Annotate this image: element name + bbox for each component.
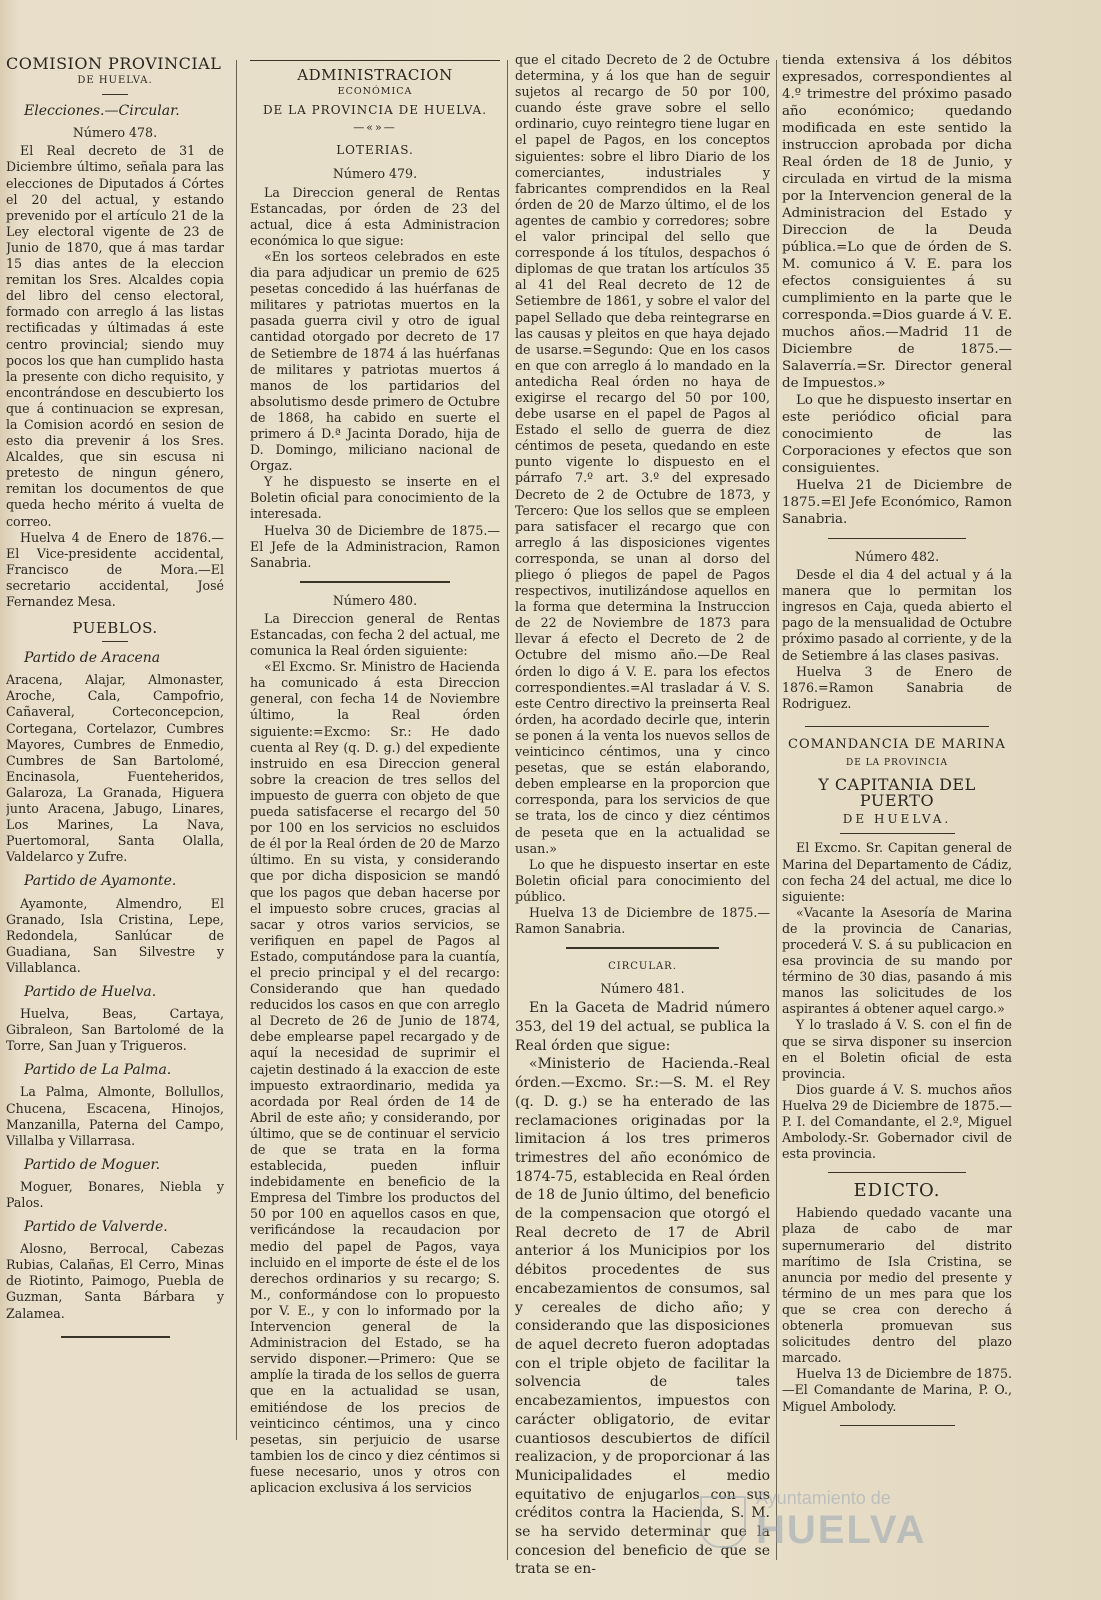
text-479-b: «En los sorteos celebrados en este dia para adjudicar un premio de 625 pesetas concedido á las huérfanas de militares y patriotas muertos en la pasada guerra civil y otro de igual cantidad otorgado por decreto de 17 de Setiembre de 1874 á las huérfanas de militares y patriotas muertos á manos de los partidarios del absolutismo desde primero de Octubre de 1868, ha cabido en suerte el primero á D.ª Jacinta Dorado, hija de D. Domingo, miliciano nacional de Orgaz. xyxy=(250,248,500,474)
section-rule xyxy=(805,726,989,727)
economica-heading: ECONÓMICA xyxy=(337,86,413,98)
divider-dash xyxy=(102,94,128,95)
dehuelva-heading: DE HUELVA. xyxy=(842,812,952,827)
text-479-a: La Direccion general de Rentas Estancadas, por órden de 23 del actual, dice á esta Administracion económica lo que sigue: xyxy=(250,184,500,248)
pueblos-heading: PUEBLOS. xyxy=(72,619,158,638)
comandancia-heading: COMANDANCIA DE MARINA xyxy=(788,736,1006,752)
text-480-d: Lo que he dispuesto insertar en este Boletin oficial para conocimiento del público. xyxy=(515,856,770,904)
numero-480: Número 480. xyxy=(332,592,418,608)
column-divider-1 xyxy=(236,60,237,1440)
signature-480: Huelva 13 de Diciembre de 1875.—Ramon Sanabria. xyxy=(515,904,770,937)
divider-dash xyxy=(102,641,128,642)
numero-482: Número 482. xyxy=(854,549,940,564)
text-481-c: tienda extensiva á los débitos expresados, correspondientes al 4.º trimestre del próximo pasado año económico; quedando modificada en este sentido la instruccion aprobada por dicha Real órden de 18 de Junio, y circulada en virtud de la misma por la Intervencion general de la Administracion del Estado y Direccion de la Deuda pública.=Lo que de órden de S. M. comunico á V. E. para los efectos consiguientes á su cumplimiento en la parte que le corresponda.=Dios guarde á V. E. muchos años.—Madrid 11 de Diciembre de 1875.—Salaverría.=Sr. Director general de Impuestos.» xyxy=(782,53,1012,391)
numero-478: Número 478. xyxy=(72,125,158,141)
text-481-a: En la Gaceta de Madrid número 353, del 19 del actual, se publica la Real órden que sigue: xyxy=(515,1000,770,1054)
text-480-b: «El Excmo. Sr. Ministro de Hacienda ha comunicado á esta Direccion general, con fecha 14 de Noviembre último, la Real órden siguiente:=Excmo: Sr.: He dado cuenta al Rey (q. D. g.) del expediente instruido en esa Direccion general sobre la creacion de tres sellos del impuesto de guerra con objeto de que pueda satisfacerse el recargo del 50 por 100 en los servicios no escluidos de él por la Real órden de 20 de Marzo último. En su vista, y considerando que por dicha disposicion se mandó que los pagos que deban hacerse por el impuesto sobre cruces, gracias al sacar y otros varios servicios, se verifiquen en papel de Pagos al Estado, computándose para la cuantía, el precio principal y el del recargo: Considerando que han quedado reducidos los casos en que con arreglo al Decreto de 26 de Junio de 1874, debe emplearse papel recargado y de aquí la necesidad de suprimir el cajetin destinado á la exaccion de este impuesto extraordinario, medida ya acordada por Real órden de 14 de Abril de este año; y considerando, por último, que se de continuar el servicio de que se trata en la forma establecida, pueden influir indebidamente en beneficio de la Empresa del Timbre los productos del 50 por 100 en aquellos casos en que, verificándose la recaudacion por medio del papel de Pagos, vaya incluido en el importe de éste el de los derechos ordinarios y su recargo; S. M., conformándose con lo propuesto por V. E., y con lo informado por la Intervencion general de la Administracion del Estado, se ha servido disponer.—Primero: Que se amplíe la tirada de los sellos de guerra que en la actualidad se usan, emitiéndose de los precios de veinticinco céntimos, una y cinco pesetas, sin perjuicio de usarse tambien los de cinco y diez céntimos si fuese necesario, unos y otros con aplicacion exclusiva á los servicios xyxy=(250,659,500,1495)
comision-heading: COMISION PROVINCIAL xyxy=(6,54,222,73)
provincia-subheading: DE LA PROVINCIA xyxy=(846,758,948,769)
text-481-b: «Ministerio de Hacienda.-Real órden.—Excmo. Sr.:—S. M. el Rey (q. D. g.) se ha enterado de las reclamaciones originadas por la limitacion á los tres primeros trimestres del año económico de 1874-75, establecida en Real órden de 18 de Junio último, del beneficio de la compensacion que otorgó el Real decreto de 17 de Abril anterior á los Municipios por los débitos procedentes de sus encabezamientos de consumos, sal y cereales de dicho año; y considerando que las disposiciones de aquel decreto fueron adoptadas con el triple objeto de facilitar la solvencia de tales encabezamientos, impuestos con carácter obligatorio, de evitar cuantiosos descubiertos de difícil realizacion, y de proporcionar á las Municipalidades el medio equitativo de enjugarlos con sus créditos contra la Hacienda, S. M. se ha servido determinar que la concesion del beneficio de que se trata se en- xyxy=(515,1056,770,1578)
section-rule xyxy=(300,581,450,583)
end-rule xyxy=(61,1336,170,1338)
column-4 xyxy=(782,52,1012,1582)
elecciones-heading: Elecciones.—Circular. xyxy=(24,103,180,120)
signature-edicto: Huelva 13 de Diciembre de 1875.—El Comandante de Marina, P. O., Miguel Ambolody. xyxy=(782,1366,1012,1414)
column-1 xyxy=(6,52,224,1582)
section-rule xyxy=(566,947,719,949)
circular-heading: CIRCULAR. xyxy=(608,961,677,973)
text-marina-b: «Vacante la Asesoría de Marina de la provincia de Canarias, procederá V. S. á su publicacion en esa provincia de su mando por término de 30 dias, pasando á mis manos las solicitudes de los aspirantes á obtener aquel cargo.» xyxy=(782,904,1012,1017)
text-marina-d: Dios guarde á V. S. muchos años Huelva 29 de Diciembre de 1875.—P. I. del Comandante, el 2.º, Miguel Ambolody.-Sr. Gobernador civil de esta provincia. xyxy=(782,1081,1012,1162)
section-rule xyxy=(828,538,966,539)
partido-aracena-title: Partido de Aracena xyxy=(24,650,161,667)
watermark-line-1: Ayuntamiento de xyxy=(756,1488,891,1508)
partido-palma-list: La Palma, Almonte, Bollullos, Chucena, Escacena, Hinojos, Manzanilla, Paterna del Campo, Villalba y Villarrasa. xyxy=(6,1084,224,1148)
signature-481: Huelva 21 de Diciembre de 1875.=El Jefe Económico, Ramon Sanabria. xyxy=(782,478,1012,527)
signature-478: Huelva 4 de Enero de 1876.—El Vice-presidente accidental, Francisco de Mora.—El secretario accidental, José Fernandez Mesa. xyxy=(6,529,224,609)
coat-of-arms-icon xyxy=(700,1496,746,1548)
partido-palma-title: Partido de La Palma. xyxy=(24,1062,172,1079)
partido-aracena-list: Aracena, Alajar, Almonaster, Aroche, Cala, Campofrio, Cañaveral, Corteconcepcion, Cortegana, Cortelazor, Cumbres Mayores, Cumbres de Enmedio, Cumbres de San Bartolomé, Encinasola, Fuenteheridos, Galaroza, La Granada, Higuera junto Aracena, Jabugo, Linares, Los Marines, La Nava, Puertomoral, Santa Olalla, Valdelarco y Zufre. xyxy=(6,672,224,865)
comision-subheading: DE HUELVA. xyxy=(77,75,153,87)
partido-valverde-list: Alosno, Berrocal, Cabezas Rubias, Calañas, El Cerro, Minas de Riotinto, Paimogo, Puebla de Guzman, Santa Bárbara y Zalamea. xyxy=(6,1241,224,1321)
column-divider-3 xyxy=(776,60,777,1560)
capitania-heading: Y CAPITANIA DEL PUERTO xyxy=(818,775,976,811)
partido-huelva-title: Partido de Huelva. xyxy=(24,983,157,1000)
signature-479: Huelva 30 de Diciembre de 1875.—El Jefe de la Administracion, Ramon Sanabria. xyxy=(250,522,500,570)
loterias-heading: LOTERIAS. xyxy=(336,143,414,158)
text-481-d: Lo que he dispuesto insertar en este periódico oficial para conocimiento de las Corporaciones y efectos que son consiguientes. xyxy=(782,393,1012,476)
watermark xyxy=(700,1488,1020,1588)
watermark-line-2: HUELVA xyxy=(756,1508,927,1552)
numero-481: Número 481. xyxy=(600,981,685,997)
text-478: El Real decreto de 31 de Diciembre último, señala para las elecciones de Diputados á Córtes el 20 del actual, y estando prevenido por el artículo 21 de la Ley electoral vigente de 23 de Junio de 1870, que á mas tardar 15 dias antes de la eleccion remitan los Sres. Alcaldes copia del libro del censo electoral, formado con arreglo á las listas rectificadas y últimadas á este centro provincial; siendo muy pocos los que han cumplido hasta la presente con dicho requisito, y encontrándose en descubierto los que á continuacion se expresan, la Comision acordó en sesion de esto dia prevenir á los Sres. Alcaldes, que sin escusa ni pretesto de ningun género, remitan los documentos de que queda hecho mérito á vuelta de correo. xyxy=(6,143,224,529)
column-3 xyxy=(515,52,770,1582)
text-edicto: Habiendo quedado vacante una plaza de cabo de mar supernumerario del distrito marítimo de Isla Cristina, se anuncia por medio del presente y término de un mes para que los que se crea con derecho á obtenerla promuevan sus solicitudes dentro del plazo marcado. xyxy=(782,1205,1012,1366)
numero-479: Número 479. xyxy=(332,166,418,182)
top-rule xyxy=(250,60,500,61)
signature-482: Huelva 3 de Enero de 1876.=Ramon Sanabria de Rodriguez. xyxy=(782,663,1012,711)
section-rule xyxy=(840,833,955,834)
text-480-c: que el citado Decreto de 2 de Octubre determina, y á los que han de seguir sujetos al recargo de 50 por 100, cuando éste grave sobre el sello ordinario, cuyo reintegro tiene lugar en el papel de Pagos, en los conceptos siguientes: sobre el libro Diario de los comerciantes, industriales y fabricantes comprendidos en la Real órden de 20 de Marzo último, el de los agentes de cambio y corredores; sobre el valor principal del sello que corresponde á los títulos, despachos ó diplomas de que tratan los artículos 35 al 41 del Real decreto de 12 de Setiembre de 1861, y sobre el valor del papel Sellado que deba reintegrarse en las causas y pleitos en que haya dejado de usarse.=Segundo: Que en los casos en que con arreglo á lo mandado en la antedicha Real órden no haya de exigirse el recargo del 50 por 100, debe usarse en el papel de Pagos al Estado el sello de guerra de diez céntimos de peseta, quedando en este punto vigente lo dispuesto en el párrafo 7.º art. 3.º del expresado Decreto de 2 de Octubre de 1873, y Tercero: Que los sellos que se empleen para satisfacer el recargo que con arreglo á las disposiciones vigentes corresponda, se unan al dorso del pliego ó pliegos de papel de Pagos respectivos, inutilizándose aquellos en la forma que determina la Instruccion de 22 de Noviembre de 1873 para llevar á efecto el Decreto de 2 de Octubre del mismo año.—De Real órden lo digo á V. E. para los efectos correspondientes.=Al trasladar á V. S. este Centro directivo la preinserta Real órden, ha acordado decirle que, interin se ponen á la venta los nuevos sellos de veinticinco céntimos, una y cinco pesetas, que se están elaborando, deben emplearse en la proporcion que corresponda, para los servicios de que se trata, los de cinco y diez céntimos de peseta que en la actualidad se usan.» xyxy=(515,52,770,856)
column-divider-2 xyxy=(507,60,508,1560)
partido-moguer-list: Moguer, Bonares, Niebla y Palos. xyxy=(6,1178,224,1210)
administracion-heading: ADMINISTRACION xyxy=(297,66,453,84)
end-rule xyxy=(840,1425,955,1426)
text-marina-a: El Excmo. Sr. Capitan general de Marina del Departamento de Cádiz, con fecha 24 del actual, me dice lo siguiente: xyxy=(782,840,1012,904)
partido-moguer-title: Partido de Moguer. xyxy=(24,1156,161,1173)
partido-valverde-title: Partido de Valverde. xyxy=(24,1219,168,1236)
text-marina-c: Y lo traslado á V. S. con el fin de que se sirva disponer su insercion en el Boletin oficial de esta provincia. xyxy=(782,1017,1012,1081)
partido-huelva-list: Huelva, Beas, Cartaya, Gibraleon, San Bartolomé de la Torre, San Juan y Trigueros. xyxy=(6,1006,224,1054)
edicto-heading: EDICTO. xyxy=(853,1180,941,1202)
text-482: Desde el dia 4 del actual y á la manera que lo permitan los ingresos en Caja, queda abierto el pago de la mensualidad de Octubre próximo pasado al corriente, y de la de Setiembre á las clases pasivas. xyxy=(782,567,1012,663)
partido-ayamonte-title: Partido de Ayamonte. xyxy=(24,873,177,890)
text-479-c: Y he dispuesto se inserte en el Boletin oficial para conocimiento de la interesada. xyxy=(250,474,500,522)
ornament: —«»— xyxy=(353,121,397,135)
text-480-a: La Direccion general de Rentas Estancadas, con fecha 2 del actual, me comunica la Real órden siguiente: xyxy=(250,610,500,659)
partido-ayamonte-list: Ayamonte, Almendro, El Granado, Isla Cristina, Lepe, Redondela, Sanlúcar de Guadiana, San Silvestre y Villablanca. xyxy=(6,895,224,975)
section-rule xyxy=(828,1172,966,1173)
column-2 xyxy=(250,52,500,1582)
provincia-heading: DE LA PROVINCIA DE HUELVA. xyxy=(262,103,488,118)
